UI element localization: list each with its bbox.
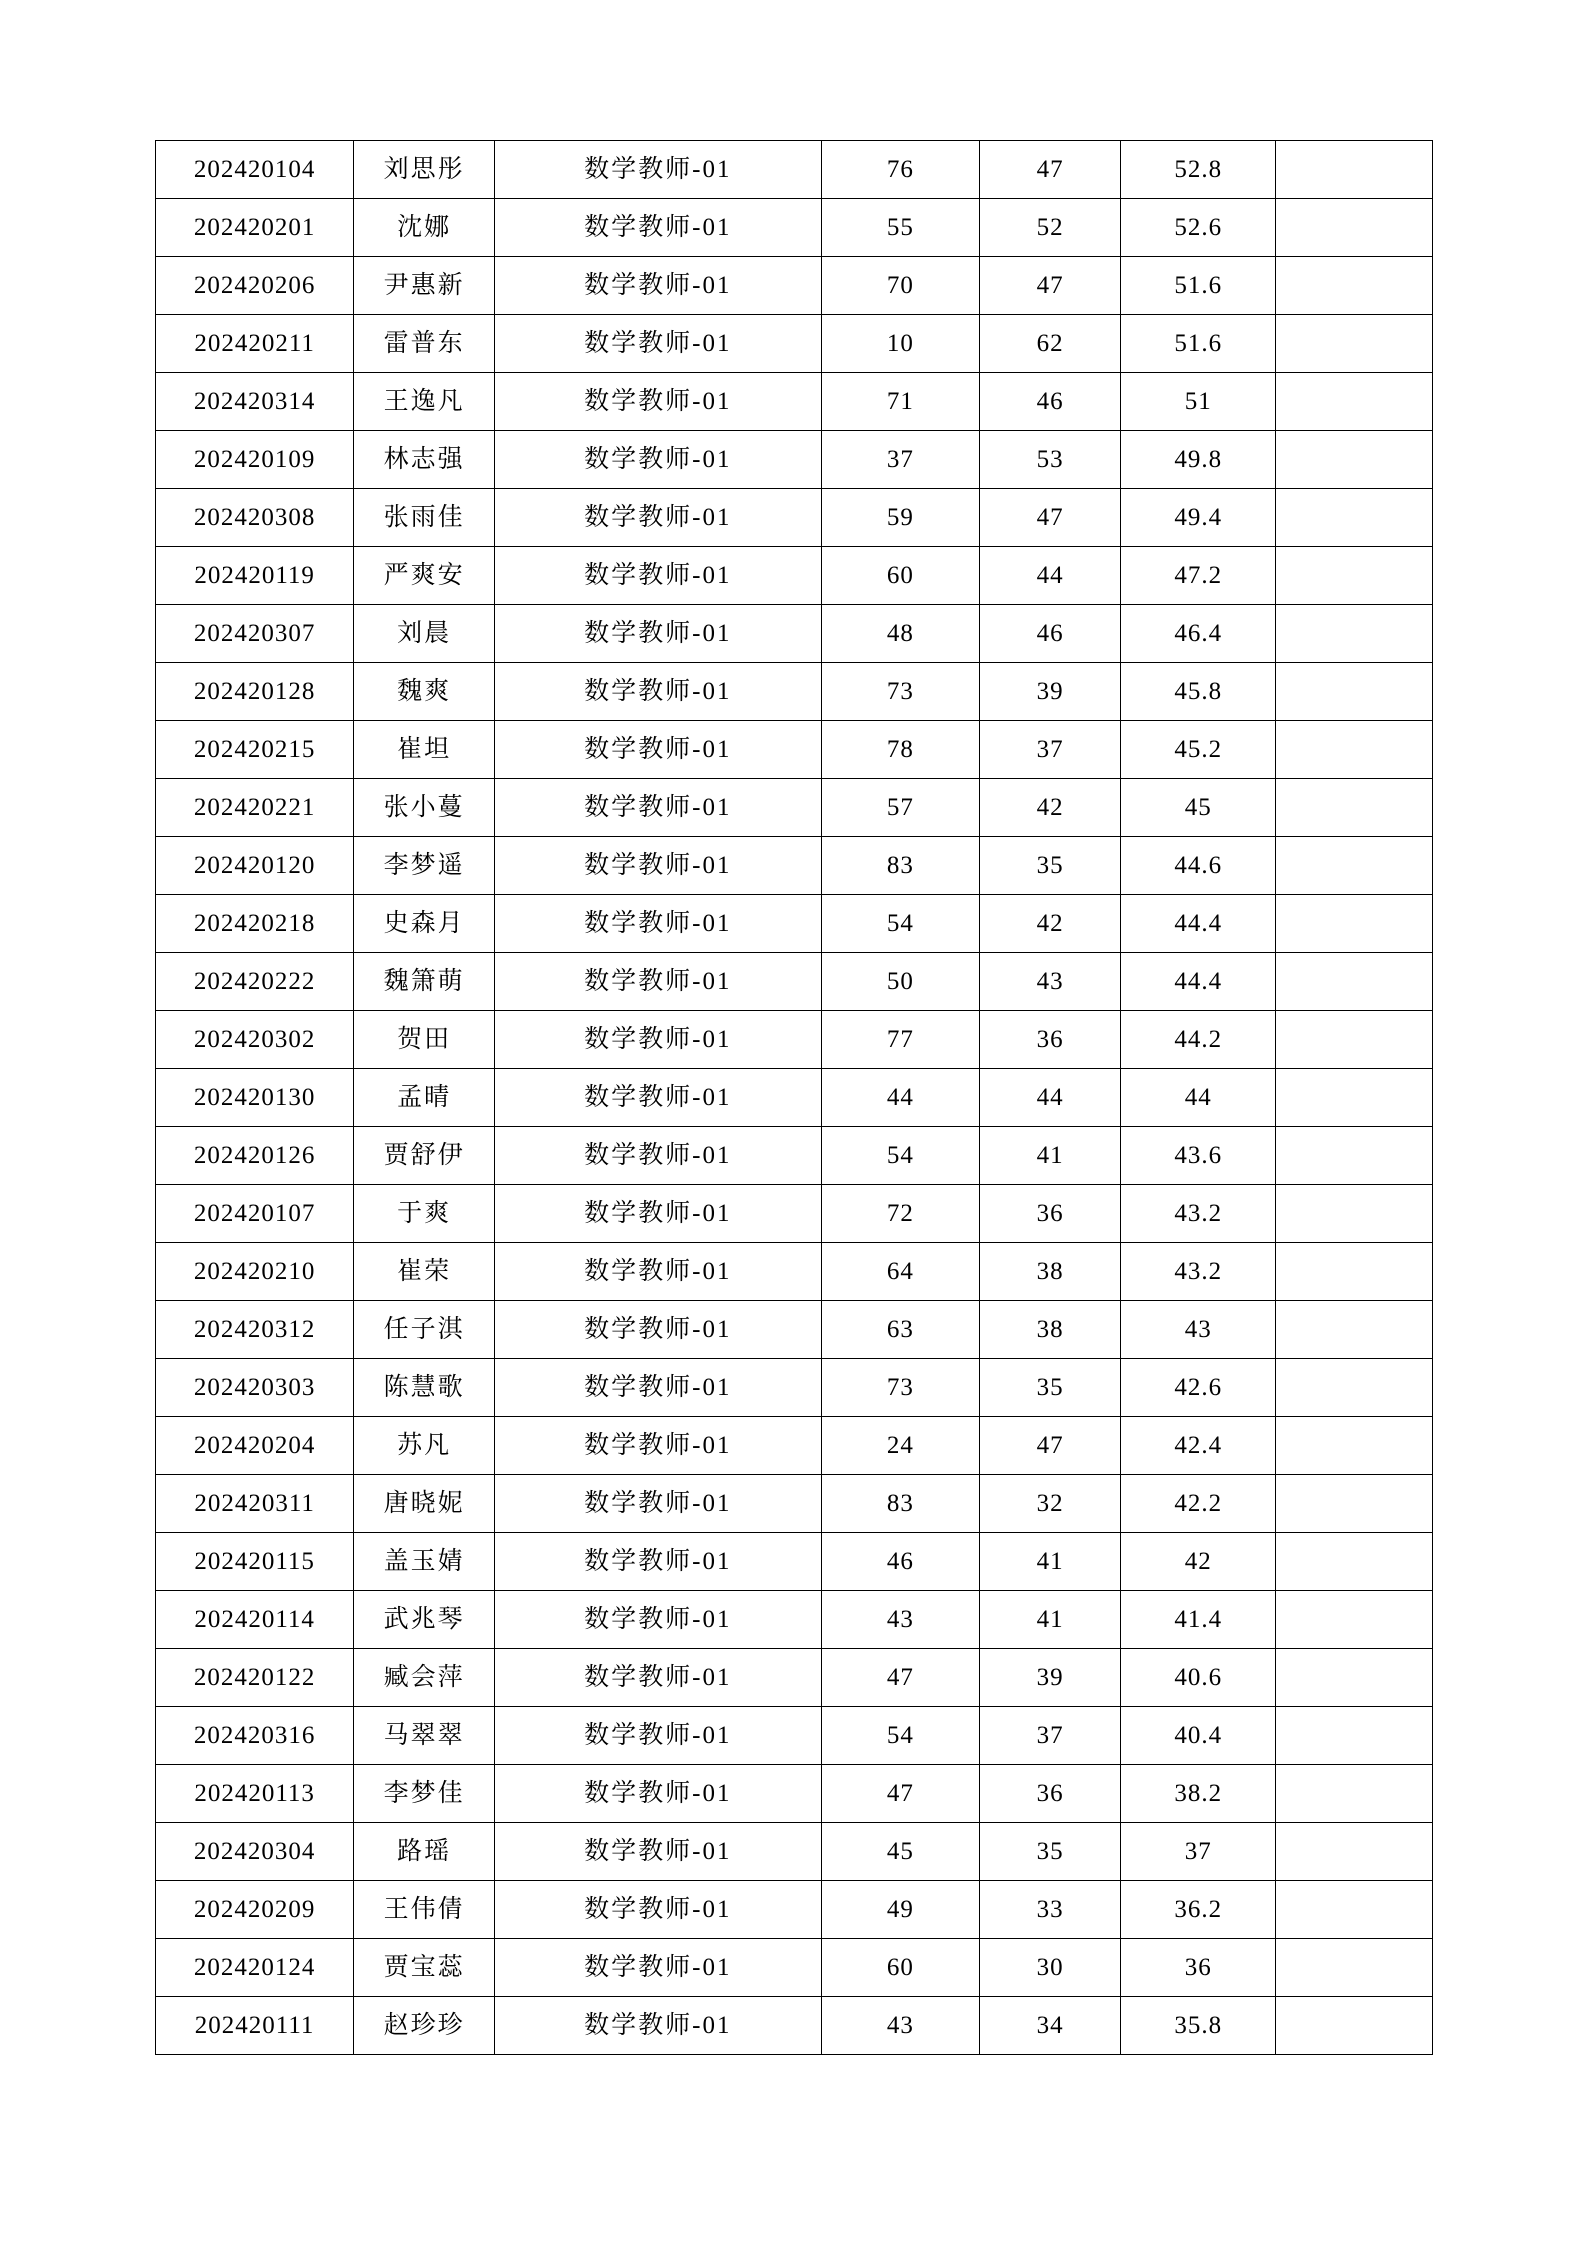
- candidate-id: 202420308: [156, 489, 354, 547]
- candidate-post: 数学教师-01: [495, 1069, 822, 1127]
- candidate-post: 数学教师-01: [495, 1185, 822, 1243]
- candidate-name: 王逸凡: [354, 373, 495, 431]
- remark: [1276, 315, 1433, 373]
- total-score: 40.4: [1121, 1707, 1276, 1765]
- table-row: [156, 141, 1433, 199]
- interview-score: 47: [980, 141, 1121, 199]
- table-row: [156, 837, 1433, 895]
- remark: [1276, 1127, 1433, 1185]
- total-score: 52.6: [1121, 199, 1276, 257]
- remark: [1276, 1939, 1433, 1997]
- candidate-name: 路瑶: [354, 1823, 495, 1881]
- written-score: 83: [821, 1475, 980, 1533]
- table-row: [156, 1475, 1433, 1533]
- candidate-post: 数学教师-01: [495, 1011, 822, 1069]
- candidate-post: 数学教师-01: [495, 605, 822, 663]
- table-row: [156, 1649, 1433, 1707]
- table-row: [156, 953, 1433, 1011]
- remark: [1276, 895, 1433, 953]
- remark: [1276, 1997, 1433, 2055]
- table-row: [156, 1533, 1433, 1591]
- table-row: [156, 1881, 1433, 1939]
- candidate-name: 李梦遥: [354, 837, 495, 895]
- total-score: 49.4: [1121, 489, 1276, 547]
- table-row: [156, 1243, 1433, 1301]
- interview-score: 39: [980, 1649, 1121, 1707]
- candidate-post: 数学教师-01: [495, 837, 822, 895]
- candidate-id: 202420115: [156, 1533, 354, 1591]
- candidate-name: 盖玉婧: [354, 1533, 495, 1591]
- candidate-id: 202420210: [156, 1243, 354, 1301]
- remark: [1276, 547, 1433, 605]
- candidate-post: 数学教师-01: [495, 431, 822, 489]
- written-score: 47: [821, 1765, 980, 1823]
- interview-score: 47: [980, 257, 1121, 315]
- remark: [1276, 1417, 1433, 1475]
- score-table-container: [155, 140, 1433, 2055]
- candidate-post: 数学教师-01: [495, 1765, 822, 1823]
- total-score: 43: [1121, 1301, 1276, 1359]
- written-score: 37: [821, 431, 980, 489]
- candidate-post: 数学教师-01: [495, 1301, 822, 1359]
- candidate-name: 刘思彤: [354, 141, 495, 199]
- candidate-id: 202420114: [156, 1591, 354, 1649]
- interview-score: 46: [980, 605, 1121, 663]
- total-score: 42.2: [1121, 1475, 1276, 1533]
- interview-score: 47: [980, 489, 1121, 547]
- interview-score: 62: [980, 315, 1121, 373]
- candidate-post: 数学教师-01: [495, 1591, 822, 1649]
- table-row: [156, 1823, 1433, 1881]
- candidate-post: 数学教师-01: [495, 953, 822, 1011]
- remark: [1276, 1649, 1433, 1707]
- candidate-id: 202420312: [156, 1301, 354, 1359]
- written-score: 24: [821, 1417, 980, 1475]
- candidate-id: 202420113: [156, 1765, 354, 1823]
- candidate-name: 贾舒伊: [354, 1127, 495, 1185]
- interview-score: 42: [980, 779, 1121, 837]
- candidate-post: 数学教师-01: [495, 257, 822, 315]
- total-score: 42.4: [1121, 1417, 1276, 1475]
- remark: [1276, 837, 1433, 895]
- table-row: [156, 1185, 1433, 1243]
- table-row: [156, 895, 1433, 953]
- candidate-name: 唐晓妮: [354, 1475, 495, 1533]
- interview-score: 35: [980, 837, 1121, 895]
- candidate-name: 贾宝蕊: [354, 1939, 495, 1997]
- candidate-name: 魏箫萌: [354, 953, 495, 1011]
- remark: [1276, 605, 1433, 663]
- score-table-body: [156, 141, 1433, 2055]
- candidate-post: 数学教师-01: [495, 199, 822, 257]
- written-score: 44: [821, 1069, 980, 1127]
- candidate-id: 202420316: [156, 1707, 354, 1765]
- remark: [1276, 1591, 1433, 1649]
- interview-score: 47: [980, 1417, 1121, 1475]
- interview-score: 38: [980, 1243, 1121, 1301]
- candidate-post: 数学教师-01: [495, 1823, 822, 1881]
- total-score: 46.4: [1121, 605, 1276, 663]
- remark: [1276, 431, 1433, 489]
- interview-score: 34: [980, 1997, 1121, 2055]
- table-row: [156, 489, 1433, 547]
- candidate-name: 赵珍珍: [354, 1997, 495, 2055]
- candidate-id: 202420109: [156, 431, 354, 489]
- written-score: 43: [821, 1591, 980, 1649]
- total-score: 44.2: [1121, 1011, 1276, 1069]
- candidate-post: 数学教师-01: [495, 721, 822, 779]
- table-row: [156, 547, 1433, 605]
- interview-score: 53: [980, 431, 1121, 489]
- interview-score: 43: [980, 953, 1121, 1011]
- written-score: 73: [821, 663, 980, 721]
- written-score: 49: [821, 1881, 980, 1939]
- remark: [1276, 373, 1433, 431]
- candidate-name: 雷普东: [354, 315, 495, 373]
- table-row: [156, 663, 1433, 721]
- candidate-name: 严爽安: [354, 547, 495, 605]
- candidate-id: 202420124: [156, 1939, 354, 1997]
- candidate-post: 数学教师-01: [495, 1359, 822, 1417]
- table-row: [156, 779, 1433, 837]
- candidate-post: 数学教师-01: [495, 315, 822, 373]
- candidate-name: 臧会萍: [354, 1649, 495, 1707]
- total-score: 41.4: [1121, 1591, 1276, 1649]
- written-score: 45: [821, 1823, 980, 1881]
- candidate-id: 202420314: [156, 373, 354, 431]
- candidate-post: 数学教师-01: [495, 1243, 822, 1301]
- remark: [1276, 1765, 1433, 1823]
- candidate-id: 202420307: [156, 605, 354, 663]
- interview-score: 41: [980, 1127, 1121, 1185]
- interview-score: 35: [980, 1359, 1121, 1417]
- candidate-id: 202420304: [156, 1823, 354, 1881]
- candidate-name: 崔荣: [354, 1243, 495, 1301]
- candidate-post: 数学教师-01: [495, 547, 822, 605]
- total-score: 43.2: [1121, 1243, 1276, 1301]
- candidate-id: 202420303: [156, 1359, 354, 1417]
- written-score: 54: [821, 1127, 980, 1185]
- candidate-id: 202420209: [156, 1881, 354, 1939]
- written-score: 77: [821, 1011, 980, 1069]
- candidate-id: 202420201: [156, 199, 354, 257]
- written-score: 83: [821, 837, 980, 895]
- table-row: [156, 1765, 1433, 1823]
- interview-score: 32: [980, 1475, 1121, 1533]
- written-score: 72: [821, 1185, 980, 1243]
- remark: [1276, 779, 1433, 837]
- total-score: 43.6: [1121, 1127, 1276, 1185]
- candidate-name: 尹惠新: [354, 257, 495, 315]
- candidate-post: 数学教师-01: [495, 489, 822, 547]
- remark: [1276, 199, 1433, 257]
- table-row: [156, 1591, 1433, 1649]
- remark: [1276, 1533, 1433, 1591]
- interview-score: 35: [980, 1823, 1121, 1881]
- remark: [1276, 1243, 1433, 1301]
- candidate-name: 王伟倩: [354, 1881, 495, 1939]
- written-score: 47: [821, 1649, 980, 1707]
- candidate-post: 数学教师-01: [495, 1997, 822, 2055]
- candidate-post: 数学教师-01: [495, 1127, 822, 1185]
- total-score: 49.8: [1121, 431, 1276, 489]
- interview-score: 52: [980, 199, 1121, 257]
- total-score: 36.2: [1121, 1881, 1276, 1939]
- interview-score: 30: [980, 1939, 1121, 1997]
- total-score: 42.6: [1121, 1359, 1276, 1417]
- remark: [1276, 953, 1433, 1011]
- remark: [1276, 141, 1433, 199]
- table-row: [156, 1011, 1433, 1069]
- total-score: 40.6: [1121, 1649, 1276, 1707]
- candidate-post: 数学教师-01: [495, 779, 822, 837]
- written-score: 59: [821, 489, 980, 547]
- candidate-post: 数学教师-01: [495, 663, 822, 721]
- remark: [1276, 1707, 1433, 1765]
- total-score: 42: [1121, 1533, 1276, 1591]
- candidate-id: 202420204: [156, 1417, 354, 1475]
- interview-score: 36: [980, 1011, 1121, 1069]
- interview-score: 42: [980, 895, 1121, 953]
- candidate-post: 数学教师-01: [495, 1707, 822, 1765]
- table-row: [156, 373, 1433, 431]
- remark: [1276, 1069, 1433, 1127]
- interview-score: 36: [980, 1185, 1121, 1243]
- written-score: 54: [821, 1707, 980, 1765]
- table-row: [156, 1707, 1433, 1765]
- candidate-name: 刘晨: [354, 605, 495, 663]
- written-score: 46: [821, 1533, 980, 1591]
- candidate-id: 202420111: [156, 1997, 354, 2055]
- table-row: [156, 1069, 1433, 1127]
- candidate-name: 张小蔓: [354, 779, 495, 837]
- candidate-name: 崔坦: [354, 721, 495, 779]
- interview-score: 46: [980, 373, 1121, 431]
- table-row: [156, 1359, 1433, 1417]
- total-score: 51.6: [1121, 315, 1276, 373]
- interview-score: 41: [980, 1533, 1121, 1591]
- total-score: 45.2: [1121, 721, 1276, 779]
- score-table: [155, 140, 1433, 2055]
- candidate-id: 202420130: [156, 1069, 354, 1127]
- remark: [1276, 1823, 1433, 1881]
- candidate-name: 林志强: [354, 431, 495, 489]
- remark: [1276, 257, 1433, 315]
- table-row: [156, 199, 1433, 257]
- candidate-id: 202420126: [156, 1127, 354, 1185]
- written-score: 64: [821, 1243, 980, 1301]
- candidate-name: 马翠翠: [354, 1707, 495, 1765]
- total-score: 37: [1121, 1823, 1276, 1881]
- total-score: 44.4: [1121, 895, 1276, 953]
- table-row: [156, 1939, 1433, 1997]
- total-score: 47.2: [1121, 547, 1276, 605]
- total-score: 45.8: [1121, 663, 1276, 721]
- candidate-id: 202420218: [156, 895, 354, 953]
- interview-score: 37: [980, 1707, 1121, 1765]
- total-score: 51: [1121, 373, 1276, 431]
- written-score: 63: [821, 1301, 980, 1359]
- total-score: 52.8: [1121, 141, 1276, 199]
- interview-score: 38: [980, 1301, 1121, 1359]
- candidate-name: 于爽: [354, 1185, 495, 1243]
- candidate-name: 沈娜: [354, 199, 495, 257]
- total-score: 38.2: [1121, 1765, 1276, 1823]
- candidate-post: 数学教师-01: [495, 373, 822, 431]
- candidate-id: 202420221: [156, 779, 354, 837]
- candidate-id: 202420211: [156, 315, 354, 373]
- total-score: 36: [1121, 1939, 1276, 1997]
- candidate-id: 202420104: [156, 141, 354, 199]
- written-score: 60: [821, 1939, 980, 1997]
- total-score: 51.6: [1121, 257, 1276, 315]
- candidate-name: 张雨佳: [354, 489, 495, 547]
- table-row: [156, 605, 1433, 663]
- candidate-post: 数学教师-01: [495, 895, 822, 953]
- table-row: [156, 721, 1433, 779]
- remark: [1276, 663, 1433, 721]
- table-row: [156, 1301, 1433, 1359]
- written-score: 57: [821, 779, 980, 837]
- remark: [1276, 721, 1433, 779]
- candidate-id: 202420222: [156, 953, 354, 1011]
- interview-score: 37: [980, 721, 1121, 779]
- candidate-name: 魏爽: [354, 663, 495, 721]
- candidate-id: 202420206: [156, 257, 354, 315]
- total-score: 35.8: [1121, 1997, 1276, 2055]
- interview-score: 39: [980, 663, 1121, 721]
- candidate-id: 202420302: [156, 1011, 354, 1069]
- total-score: 43.2: [1121, 1185, 1276, 1243]
- table-row: [156, 1997, 1433, 2055]
- candidate-post: 数学教师-01: [495, 1417, 822, 1475]
- candidate-id: 202420107: [156, 1185, 354, 1243]
- candidate-id: 202420215: [156, 721, 354, 779]
- remark: [1276, 1185, 1433, 1243]
- written-score: 48: [821, 605, 980, 663]
- written-score: 43: [821, 1997, 980, 2055]
- total-score: 45: [1121, 779, 1276, 837]
- candidate-name: 任子淇: [354, 1301, 495, 1359]
- written-score: 54: [821, 895, 980, 953]
- interview-score: 44: [980, 547, 1121, 605]
- written-score: 78: [821, 721, 980, 779]
- written-score: 55: [821, 199, 980, 257]
- total-score: 44: [1121, 1069, 1276, 1127]
- remark: [1276, 1359, 1433, 1417]
- candidate-id: 202420120: [156, 837, 354, 895]
- table-row: [156, 257, 1433, 315]
- interview-score: 33: [980, 1881, 1121, 1939]
- written-score: 70: [821, 257, 980, 315]
- candidate-name: 陈慧歌: [354, 1359, 495, 1417]
- candidate-post: 数学教师-01: [495, 141, 822, 199]
- remark: [1276, 1301, 1433, 1359]
- candidate-id: 202420128: [156, 663, 354, 721]
- remark: [1276, 1881, 1433, 1939]
- candidate-name: 史森月: [354, 895, 495, 953]
- candidate-post: 数学教师-01: [495, 1649, 822, 1707]
- candidate-id: 202420311: [156, 1475, 354, 1533]
- candidate-id: 202420122: [156, 1649, 354, 1707]
- table-row: [156, 1417, 1433, 1475]
- candidate-name: 孟晴: [354, 1069, 495, 1127]
- total-score: 44.6: [1121, 837, 1276, 895]
- remark: [1276, 489, 1433, 547]
- candidate-post: 数学教师-01: [495, 1881, 822, 1939]
- remark: [1276, 1011, 1433, 1069]
- candidate-post: 数学教师-01: [495, 1939, 822, 1997]
- written-score: 76: [821, 141, 980, 199]
- candidate-name: 贺田: [354, 1011, 495, 1069]
- remark: [1276, 1475, 1433, 1533]
- candidate-id: 202420119: [156, 547, 354, 605]
- written-score: 10: [821, 315, 980, 373]
- written-score: 71: [821, 373, 980, 431]
- candidate-name: 苏凡: [354, 1417, 495, 1475]
- total-score: 44.4: [1121, 953, 1276, 1011]
- written-score: 60: [821, 547, 980, 605]
- candidate-post: 数学教师-01: [495, 1533, 822, 1591]
- table-row: [156, 1127, 1433, 1185]
- table-row: [156, 431, 1433, 489]
- interview-score: 44: [980, 1069, 1121, 1127]
- table-row: [156, 315, 1433, 373]
- interview-score: 36: [980, 1765, 1121, 1823]
- candidate-name: 武兆琴: [354, 1591, 495, 1649]
- interview-score: 41: [980, 1591, 1121, 1649]
- candidate-post: 数学教师-01: [495, 1475, 822, 1533]
- written-score: 73: [821, 1359, 980, 1417]
- candidate-name: 李梦佳: [354, 1765, 495, 1823]
- written-score: 50: [821, 953, 980, 1011]
